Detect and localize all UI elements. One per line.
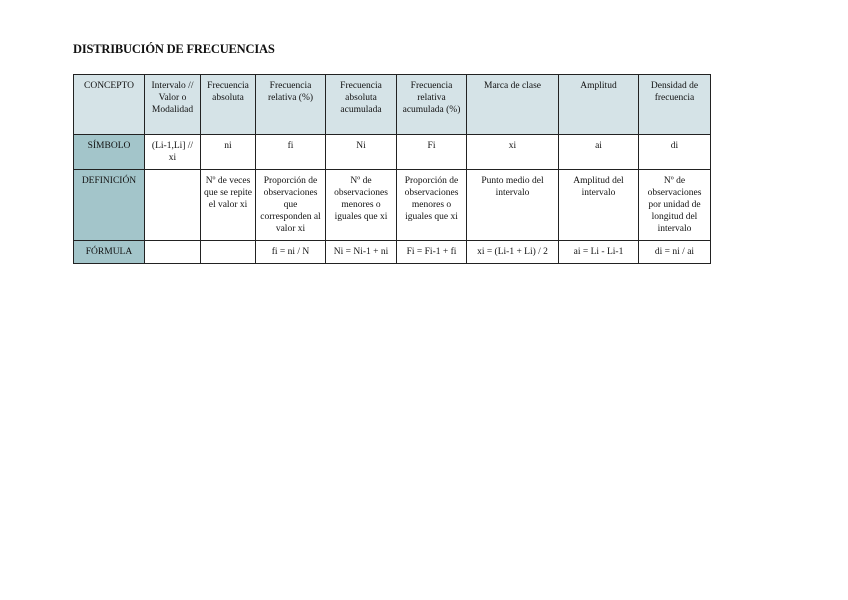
row-label: CONCEPTO [74, 75, 145, 135]
page-title: DISTRIBUCIÓN DE FRECUENCIAS [73, 42, 275, 56]
concept-cell: Intervalo // Valor o Modalidad [145, 75, 201, 135]
definition-cell: Nº de veces que se repite el valor xi [201, 170, 256, 241]
formula-cell: xi = (Li-1 + Li) / 2 [467, 241, 559, 264]
frequency-table [73, 74, 711, 264]
formula-cell [145, 241, 201, 264]
formula-cell: di = ni / ai [639, 241, 711, 264]
symbol-cell: (Li-1,Li] // xi [145, 135, 201, 170]
definition-cell: Punto medio del intervalo [467, 170, 559, 241]
concept-cell: Frecuencia absoluta acumulada [326, 75, 397, 135]
concept-cell: Amplitud [559, 75, 639, 135]
formula-row [74, 241, 711, 264]
symbol-cell: xi [467, 135, 559, 170]
definition-cell: Proporción de observaciones que corresponden al valor xi [256, 170, 326, 241]
row-label: SÍMBOLO [74, 135, 145, 170]
symbol-cell: ai [559, 135, 639, 170]
symbol-cell: di [639, 135, 711, 170]
definition-cell: Nº de observaciones menores o iguales que xi [326, 170, 397, 241]
formula-cell: Fi = Fi-1 + fi [397, 241, 467, 264]
concept-row [74, 75, 711, 135]
symbol-cell: fi [256, 135, 326, 170]
concept-cell: Frecuencia absoluta [201, 75, 256, 135]
concept-cell: Marca de clase [467, 75, 559, 135]
formula-cell: Ni = Ni-1 + ni [326, 241, 397, 264]
concept-cell: Frecuencia relativa (%) [256, 75, 326, 135]
formula-cell: ai = Li - Li-1 [559, 241, 639, 264]
definition-row [74, 170, 711, 241]
definition-cell [145, 170, 201, 241]
symbol-cell: ni [201, 135, 256, 170]
row-label: FÓRMULA [74, 241, 145, 264]
symbol-row [74, 135, 711, 170]
row-label: DEFINICIÓN [74, 170, 145, 241]
definition-cell: Amplitud del intervalo [559, 170, 639, 241]
definition-cell: Proporción de observaciones menores o iguales que xi [397, 170, 467, 241]
symbol-cell: Ni [326, 135, 397, 170]
formula-cell [201, 241, 256, 264]
definition-cell: Nº de observaciones por unidad de longitud del intervalo [639, 170, 711, 241]
formula-cell: fi = ni / N [256, 241, 326, 264]
concept-cell: Densidad de frecuencia [639, 75, 711, 135]
symbol-cell: Fi [397, 135, 467, 170]
concept-cell: Frecuencia relativa acumulada (%) [397, 75, 467, 135]
